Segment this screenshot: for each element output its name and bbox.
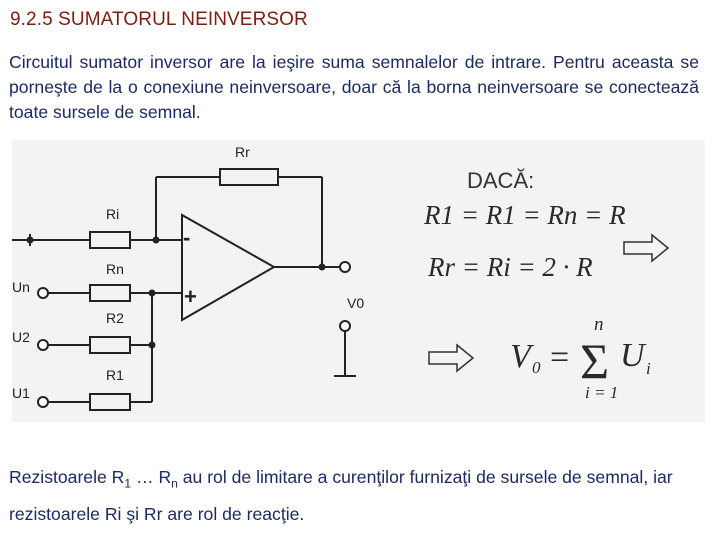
circuit-diagram xyxy=(12,140,705,422)
arrow-right-icon xyxy=(624,235,668,261)
label-u2: U2 xyxy=(12,329,30,345)
label-r2: R2 xyxy=(106,310,124,326)
page-title: 9.2.5 SUMATORUL NEINVERSOR xyxy=(10,9,308,30)
plus-sign: + xyxy=(184,284,197,309)
terminal-ground xyxy=(340,321,350,331)
terminal-un xyxy=(38,288,48,298)
label-rr: Rr xyxy=(235,144,250,160)
svg-text:U: U xyxy=(620,337,645,374)
terminal-v0 xyxy=(340,262,350,272)
equation-resistors: R1 = R1 = Rn = R xyxy=(424,200,626,230)
footer-paragraph: Rezistoarele $R_1$ … $R_n$ au rol de limitare a curenţilor furnizaţi de sursele de semnal, iar rezistoarele Ri şi Rr are rol de reacţie. xyxy=(9,467,673,524)
svg-text:Σ: Σ xyxy=(580,333,610,389)
minus-sign: - xyxy=(183,225,191,250)
condition-label: DACĂ: xyxy=(467,168,535,193)
sum-upper: n xyxy=(594,314,604,335)
equation-feedback: Rr = Ri = 2 · R xyxy=(428,252,593,282)
label-rn: Rn xyxy=(106,261,124,277)
svg-text:V: V xyxy=(510,338,531,375)
label-un: Un xyxy=(12,279,30,295)
resistor-ri xyxy=(90,232,130,248)
label-v0: V0 xyxy=(347,295,365,311)
resistor-rn xyxy=(90,285,130,301)
arrow-right-icon xyxy=(429,345,473,371)
label-ri: Ri xyxy=(106,206,120,222)
equation-sum xyxy=(510,314,651,402)
svg-text:=: = xyxy=(550,339,570,376)
svg-text:0: 0 xyxy=(532,358,541,377)
label-r1: R1 xyxy=(106,367,124,383)
sum-lower: i = 1 xyxy=(585,383,619,402)
resistor-r2 xyxy=(90,337,130,353)
label-u1: U1 xyxy=(12,385,30,401)
terminal-u1 xyxy=(38,397,48,407)
resistor-r1 xyxy=(90,394,130,410)
terminal-u2 xyxy=(38,340,48,350)
resistor-rr xyxy=(220,169,278,185)
intro-paragraph: Circuitul sumator inversor are la ieşire suma semnalelor de intrare. Pentru aceasta se porneşte de la o conexiune neinversoare, doar că la borna neinversoare se conectează toate sursele de semnal. xyxy=(9,52,699,122)
svg-text:i: i xyxy=(646,359,651,378)
